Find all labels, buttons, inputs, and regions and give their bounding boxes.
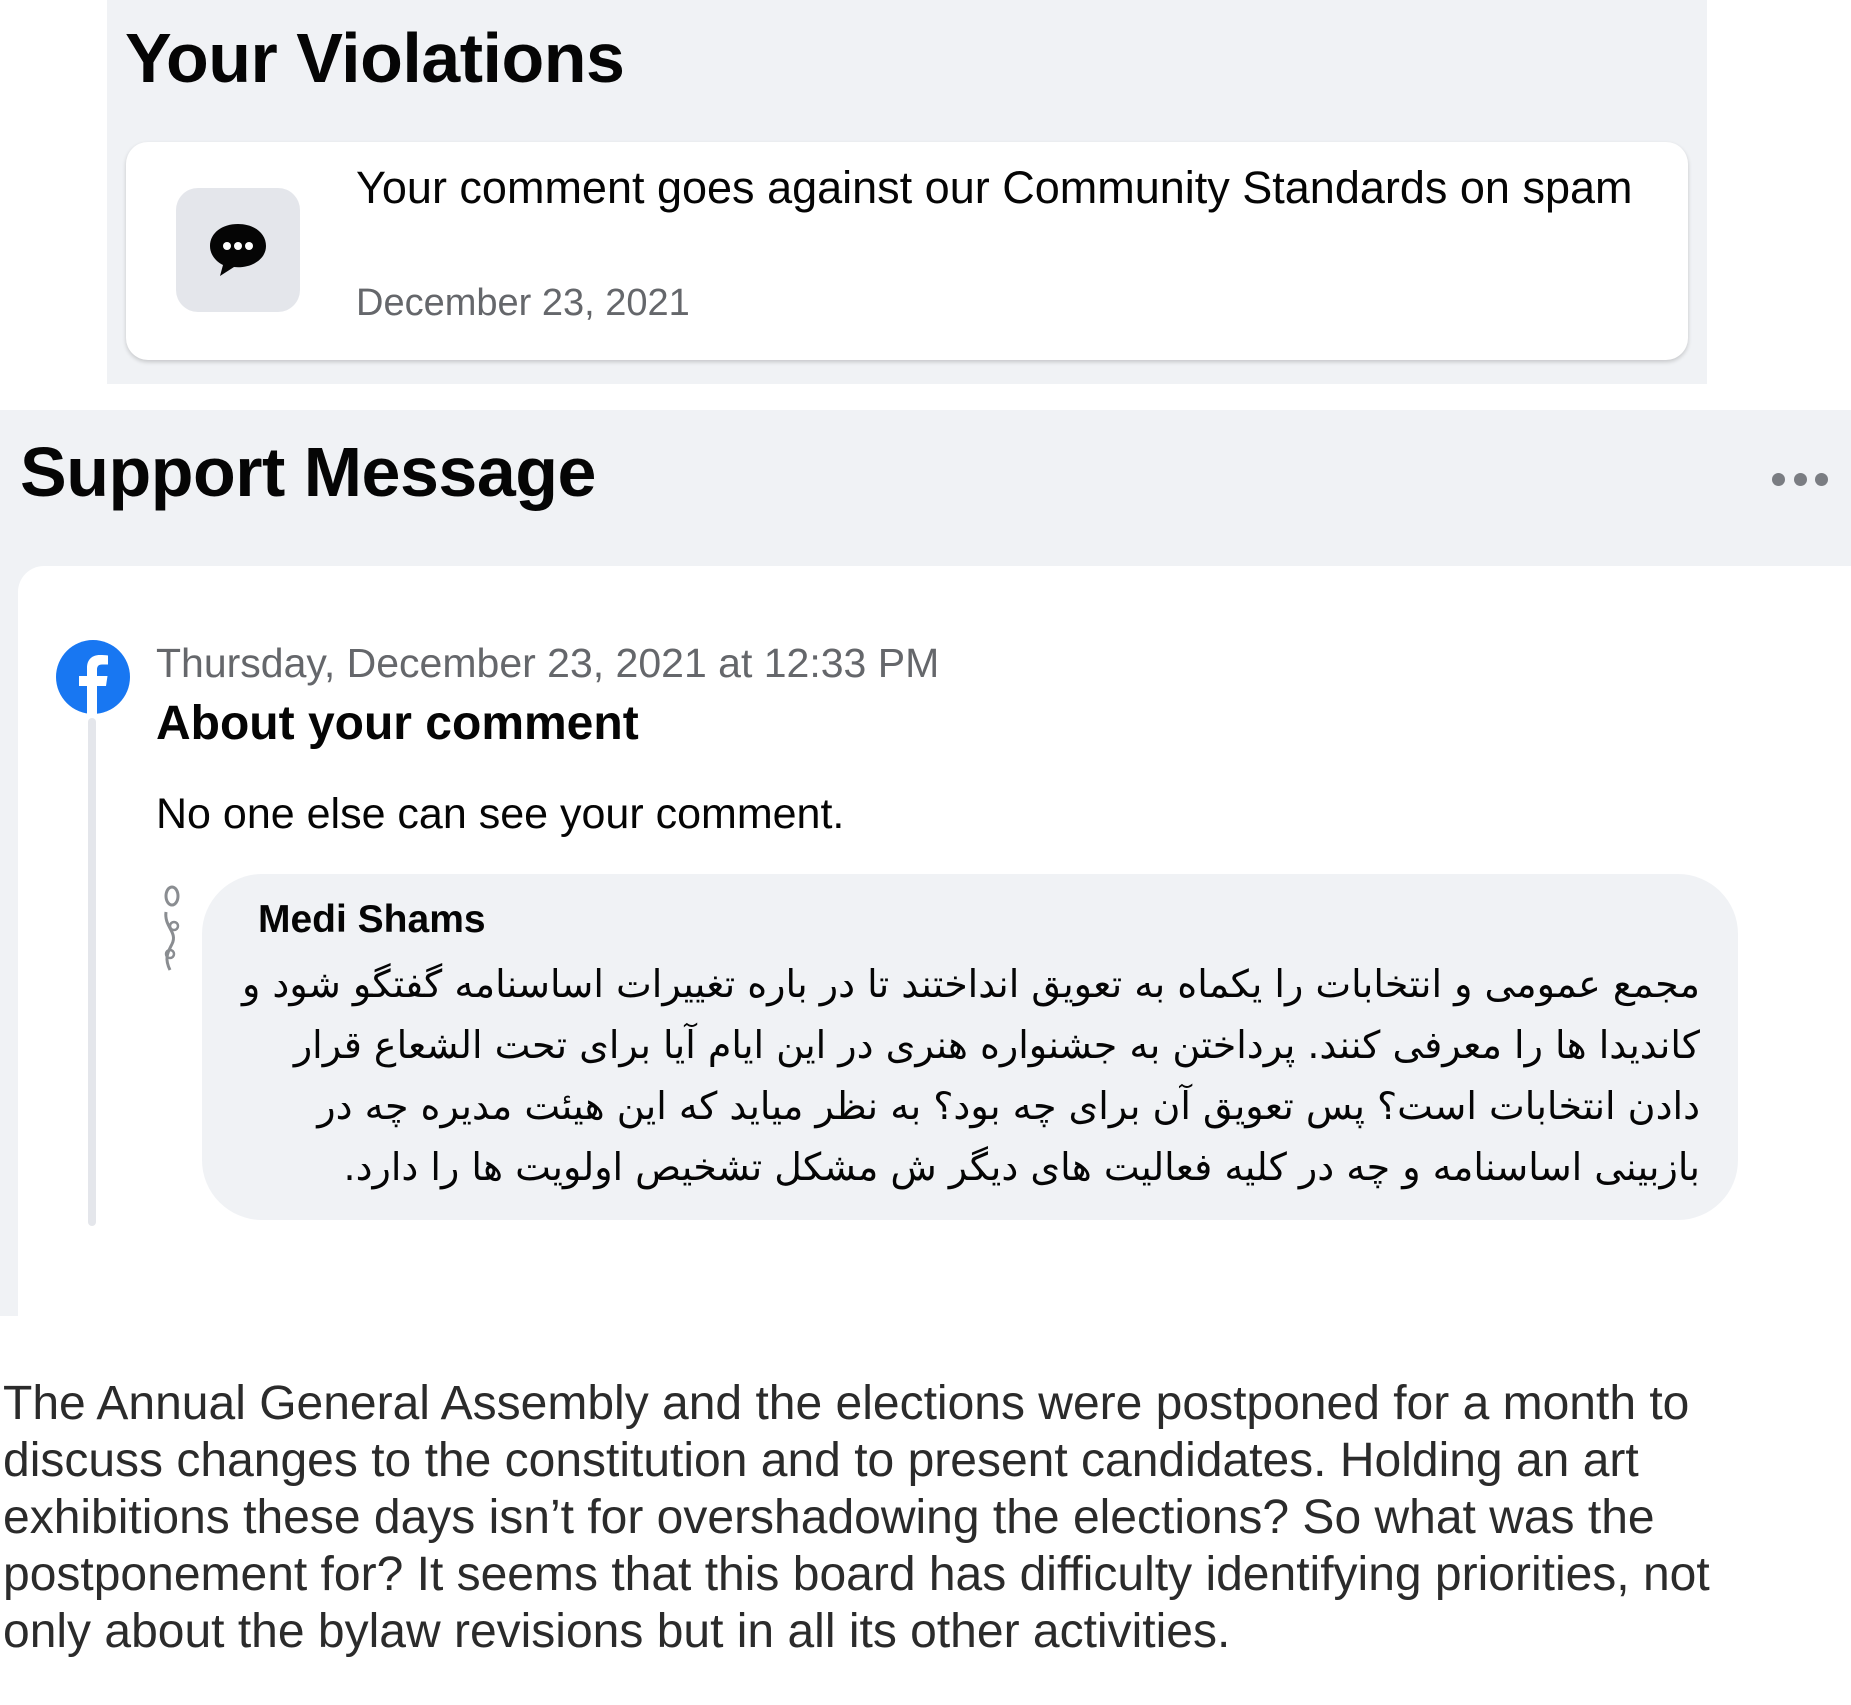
message-timestamp: Thursday, December 23, 2021 at 12:33 PM [156, 640, 940, 686]
support-title: Support Message [20, 433, 596, 511]
facebook-logo-icon [56, 640, 130, 714]
violation-date: December 23, 2021 [356, 282, 690, 324]
support-panel [0, 410, 1851, 1316]
comment-text: مجمع عمومی و انتخابات را یکماه به تعویق انداختند تا در باره تغییرات اساسنامه گفتگو شود و کاندیدا ها را معرفی کنند. پرداختن به جشنواره هنری در این ایام آیا برای تحت الشعاع قرار دادن انتخابات است؟ پس تعویق آن برای چه بود؟ به نظر میاید که این هیئت مدیره چه در بازبینی اساسنامه و چه در کلیه فعالیت های دیگر ش مشکل تشخیص اولویت ها را دارد. [241, 962, 1700, 1189]
message-title: About your comment [156, 697, 639, 750]
quoted-comment [202, 874, 1738, 1220]
avatar [160, 882, 184, 980]
comment-bubble-icon [176, 188, 300, 312]
violations-title: Your Violations [125, 19, 625, 97]
message-body: No one else can see your comment. [156, 790, 845, 838]
thread-line [88, 718, 96, 1226]
violations-panel [107, 0, 1707, 384]
more-horizontal-icon[interactable] [1772, 472, 1828, 486]
comment-author: Medi Shams [258, 898, 486, 941]
violation-text: Your comment goes against our Community Standards on spam [356, 162, 1633, 213]
translation-text: The Annual General Assembly and the elections were postponed for a month to discuss changes to the constitution and to present candidates. Holding an art exhibitions these days isn’t for overshadowing the elections? So what was the postponement for? It seems that this board has difficulty identifying priorities, not only about the bylaw revisions but in all its other activities. [3, 1377, 1710, 1658]
support-message-card [18, 566, 1851, 1316]
violation-card[interactable] [126, 142, 1688, 360]
